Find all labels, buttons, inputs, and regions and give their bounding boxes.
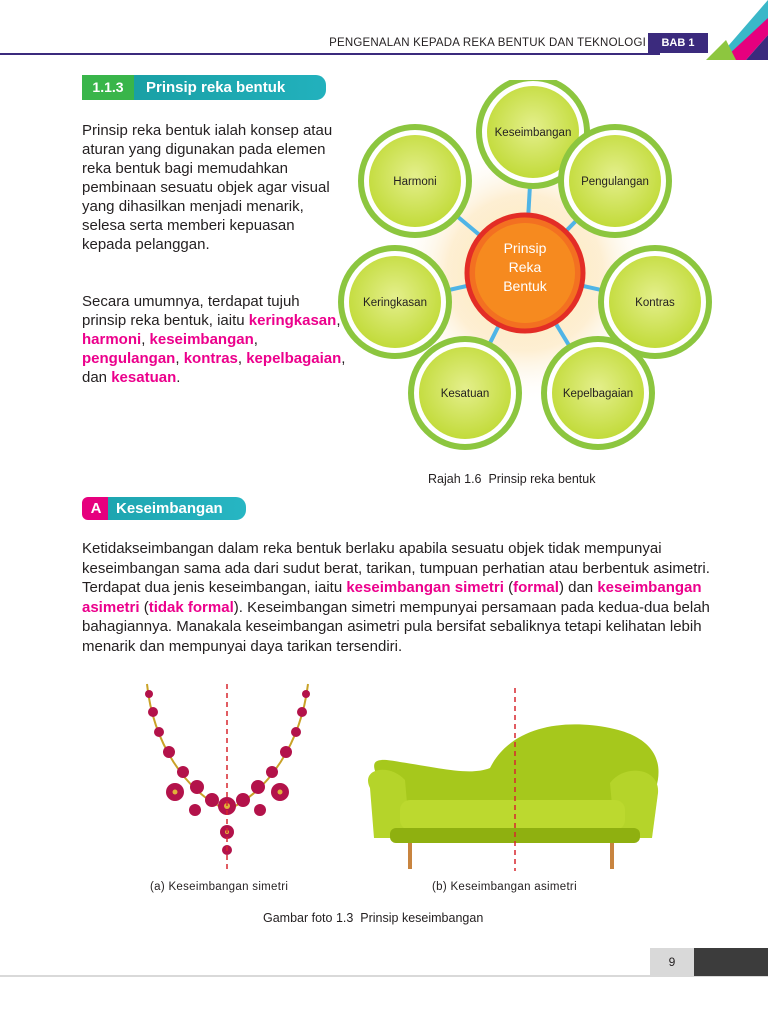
principle-node-label: Harmoni (393, 176, 437, 188)
center-label-line3: Bentuk (503, 278, 547, 294)
intro-paragraph: Prinsip reka bentuk ialah konsep atau aturan yang digunakan pada elemen reka bentuk bagi memudahkan pembinaan sesuatu objek agar visual yang dihasilkan menjadi menarik, selesa serta memberi kepuasan kepada pelanggan. (82, 122, 333, 253)
chapter-badge: BAB 1 (648, 33, 708, 53)
term-pengulangan: pengulangan (82, 350, 176, 367)
principle-node (544, 339, 652, 447)
principle-node (411, 339, 519, 447)
principle-node-label: Keseimbangan (494, 127, 572, 139)
principle-node (341, 248, 449, 356)
principles-and: dan (82, 369, 108, 386)
sofa-photo (360, 688, 665, 873)
photo-caption-b: (b) Keseimbangan asimetri (432, 881, 577, 893)
diagram-caption-label: Rajah 1.6 (428, 472, 482, 486)
balance-text-2: Keseimbangan simetri mempunyai persamaan pada kedua-dua belah bahagiannya. Manakala keseimbangan asimetri pula bersifat sebaliknya tetapi kelihatan lebih menarik dan mempunyai daya tarikan tersendiri. (82, 598, 710, 655)
header-title: PENGENALAN KEPADA REKA BENTUK DAN TEKNOLOGI (329, 37, 646, 49)
term-harmoni: harmoni (82, 331, 142, 348)
balance-text-1: Ketidakseimbangan dalam reka bentuk berlaku apabila sesuatu objek tidak mempunyai keseimbangan sama ada dari sudut berat, tarikan, tumpuan perhatian atau berbentuk asimetri. Terdapat dua jenis keseimbangan, iaitu (82, 540, 710, 596)
photo-caption-a: (a) Keseimbangan simetri (150, 881, 289, 893)
balance-text-mid: dan (563, 579, 598, 596)
term-tidak-formal: tidak formal (148, 598, 234, 616)
term-formal: formal (513, 579, 559, 596)
necklace-photo (135, 682, 320, 872)
principle-node (561, 127, 669, 235)
section-title: Prinsip reka bentuk (134, 75, 326, 100)
term-kontras: kontras (183, 350, 238, 367)
term-keseimbangan: keseimbangan (149, 331, 254, 348)
diagram-caption-text: Prinsip reka bentuk (488, 472, 596, 486)
balance-paragraph: Ketidakseimbangan dalam reka bentuk berlaku apabila sesuatu objek tidak mempunyai keseimbangan sama ada dari sudut berat, tarikan, tumpuan perhatian atau berbentuk asimetri. Terdapat dua jenis keseimbangan, iaitu keseimbangan simetri (formal) dan keseimbangan asimetri (tidak formal). Keseimbangan simetri mempunyai persamaan pada kedua-dua belah bahagiannya. Manakala keseimbangan asimetri pula bersifat sebaliknya tetapi kelihatan lebih menarik dan mempunyai daya tarikan tersendiri. (82, 540, 710, 655)
page-number: 9 (650, 948, 694, 976)
principle-node-label: Kesatuan (440, 388, 490, 400)
principle-node-label: Kepelbagaian (562, 388, 634, 400)
photo-caption-label: Gambar foto 1.3 (263, 911, 354, 925)
term-kesatuan: kesatuan (111, 369, 177, 386)
header-rule (0, 53, 660, 55)
term-keseimbangan-simetri: keseimbangan simetri (346, 579, 504, 596)
principle-node-label: Pengulangan (581, 176, 649, 188)
subsection-letter: A (82, 497, 110, 520)
term-keseimbangan-asimetri: keseimbangan asimetri (82, 579, 702, 616)
principles-diagram (330, 80, 720, 465)
principle-node (361, 127, 469, 235)
subsection-title: Keseimbangan (108, 497, 246, 520)
header-decoration (706, 0, 768, 60)
center-label-line1: Prinsip (503, 240, 547, 256)
term-keringkasan: keringkasan (248, 312, 337, 329)
center-hub (467, 215, 583, 331)
photo-caption-text: Prinsip keseimbangan (360, 911, 484, 925)
photo-caption (263, 911, 483, 925)
principles-paragraph: Secara umumnya, terdapat tujuh prinsip reka bentuk, iaitu keringkasan, harmoni, keseimbangan, pengulangan, kontras, kepelbagaian, dan kesatuan. (82, 293, 346, 386)
section-number: 1.1.3 (82, 75, 134, 100)
principles-lead: Secara umumnya, terdapat tujuh prinsip reka bentuk, iaitu (82, 293, 300, 329)
term-kepelbagaian: kepelbagaian (246, 350, 342, 367)
diagram-caption (428, 472, 595, 486)
principle-node-label: Keringkasan (363, 297, 427, 309)
principle-node-label: Kontras (635, 297, 675, 309)
center-label-line2: Reka (508, 259, 542, 275)
